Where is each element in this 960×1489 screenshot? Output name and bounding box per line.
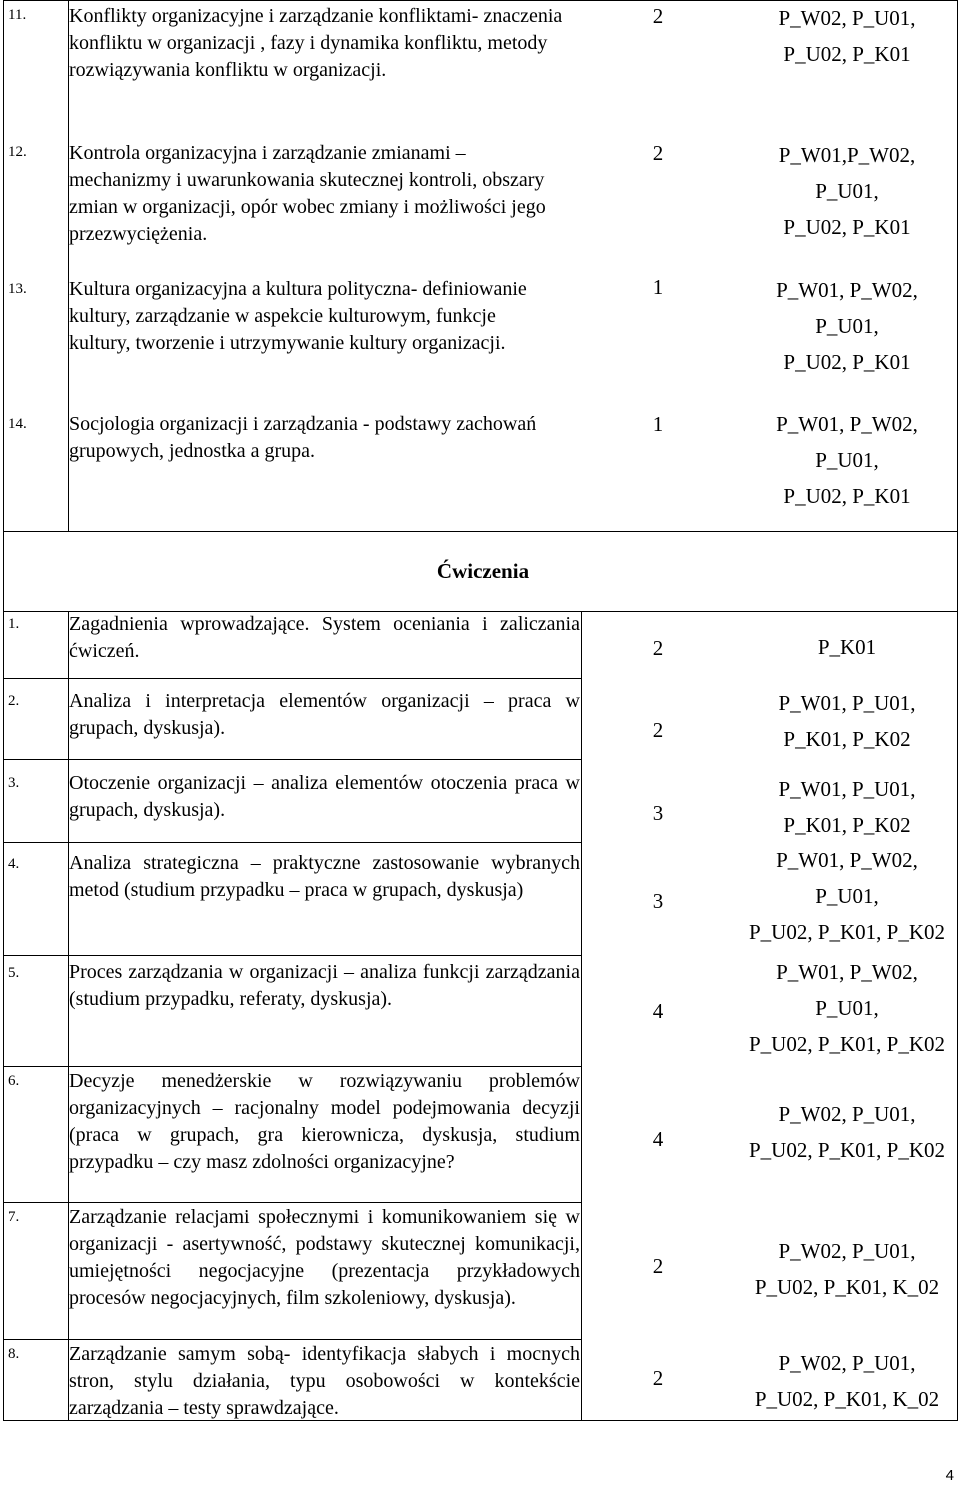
exercise-topic: Analiza strategiczna – praktyczne zastosowanie wybranych metod (studium przypadku – praca w grupach, dyskusja) — [69, 852, 580, 901]
exercise-codes: P_W02, P_U01, P_U02, P_K01, K_02 — [754, 1351, 940, 1411]
lecture-codes: P_W02, P_U01, P_U02, P_K01 — [778, 6, 916, 66]
exercise-topic: Zarządzanie samym sobą- identyfikacja słabych i mocnych stron, stylu działania, typu osobowości w kontekście zarządzania – testy sprawdzające. — [69, 1343, 580, 1419]
exercise-topic: Proces zarządzania w organizacji – analiza funkcji zarządzania (studium przypadku, referaty, dyskusja). — [69, 961, 580, 1010]
lecture-codes: P_W01, P_W02, P_U01, P_U02, P_K01 — [776, 412, 918, 508]
exercise-num: 5. — [8, 965, 20, 981]
page-number: 4 — [945, 1467, 954, 1484]
exercise-topic: Zagadnienia wprowadzające. System oceniania i zaliczania ćwiczeń. — [69, 613, 580, 662]
lecture-num: 12. — [8, 144, 27, 160]
exercise-hours: 2 — [652, 718, 664, 742]
exercise-topic: Analiza i interpretacja elementów organizacji – praca w grupach, dyskusja). — [69, 690, 580, 739]
exercise-num: 7. — [8, 1209, 20, 1225]
exercise-codes: P_W01, P_U01, P_K01, P_K02 — [778, 691, 916, 751]
row-divider — [3, 1339, 582, 1340]
exercise-codes: P_W01, P_U01, P_K01, P_K02 — [778, 777, 916, 837]
row-divider — [3, 759, 582, 760]
row-divider — [3, 678, 582, 679]
exercise-hours: 3 — [652, 801, 664, 825]
row-divider — [3, 955, 582, 956]
exercise-hours: 4 — [652, 1127, 664, 1151]
exercise-num: 8. — [8, 1346, 20, 1362]
exercise-hours: 2 — [652, 636, 664, 660]
lecture-hours: 2 — [652, 141, 664, 165]
row-divider — [3, 1202, 582, 1203]
lecture-topic: Kontrola organizacyjna i zarządzanie zmianami – mechanizmy i uwarunkowania skutecznej kontroli, obszary zmian w organizacji, opór wobec zmiany i możliwości jego przezwyciężenia. — [69, 142, 546, 245]
lecture-hours: 1 — [652, 412, 664, 436]
row-divider — [3, 842, 582, 843]
row-divider — [3, 531, 958, 532]
exercise-hours: 2 — [652, 1254, 664, 1278]
exercise-codes: P_W01, P_W02, P_U01, P_U02, P_K01, P_K02 — [748, 848, 946, 944]
lecture-topic: Kultura organizacyjna a kultura polityczna- definiowanie kultury, zarządzanie w aspekcie kulturowym, funkcje kultury, tworzenie i utrzymywanie kultury organizacji. — [69, 278, 527, 354]
exercise-codes: P_W02, P_U01, P_U02, P_K01, P_K02 — [748, 1102, 946, 1162]
exercise-num: 4. — [8, 856, 20, 872]
exercise-hours: 3 — [652, 889, 664, 913]
lecture-codes: P_W01,P_W02, P_U01, P_U02, P_K01 — [778, 143, 916, 239]
exercise-hours: 2 — [652, 1366, 664, 1390]
exercise-codes: P_K01 — [817, 635, 877, 659]
exercise-topic: Decyzje menedżerskie w rozwiązywaniu problemów organizacyjnych – racjonalny model podejmowania decyzji (praca w grupach, gra kierownicza, dyskusja, studium przypadku – czy masz zdolności organizacyjne? — [69, 1070, 580, 1173]
exercise-codes: P_W02, P_U01, P_U02, P_K01, K_02 — [754, 1239, 940, 1299]
exercise-num: 2. — [8, 693, 20, 709]
lecture-hours: 2 — [652, 4, 664, 28]
exercise-topic: Otoczenie organizacji – analiza elementów otoczenia praca w grupach, dyskusja). — [69, 772, 580, 821]
lecture-topic: Konflikty organizacyjne i zarządzanie konfliktami- znaczenia konfliktu w organizacji , fazy i dynamika konfliktu, metody rozwiązywania konfliktu w organizacji. — [69, 5, 563, 81]
exercise-codes: P_W01, P_W02, P_U01, P_U02, P_K01, P_K02 — [748, 960, 946, 1056]
lecture-num: 13. — [8, 281, 27, 297]
lecture-num: 11. — [8, 7, 27, 23]
lecture-hours: 1 — [652, 275, 664, 299]
exercise-num: 3. — [8, 775, 20, 791]
exercise-num: 6. — [8, 1073, 20, 1089]
lecture-topic: Socjologia organizacji i zarządzania - podstawy zachowań grupowych, jednostka a grupa. — [69, 413, 537, 462]
exercise-hours: 4 — [652, 999, 664, 1023]
exercise-num: 1. — [8, 616, 20, 632]
exercise-topic: Zarządzanie relacjami społecznymi i komunikowaniem się w organizacji - asertywność, podstawy skutecznej komunikacji, umiejętności negocjacyjne (prezentacja przykładowych procesów negocjacyjnych, film szkoleniowy, dyskusja). — [69, 1206, 580, 1309]
section-title: Ćwiczenia — [436, 559, 530, 583]
lecture-codes: P_W01, P_W02, P_U01, P_U02, P_K01 — [776, 278, 918, 374]
col-divider — [581, 611, 582, 1421]
lecture-num: 14. — [8, 416, 27, 432]
row-divider — [3, 1066, 582, 1067]
